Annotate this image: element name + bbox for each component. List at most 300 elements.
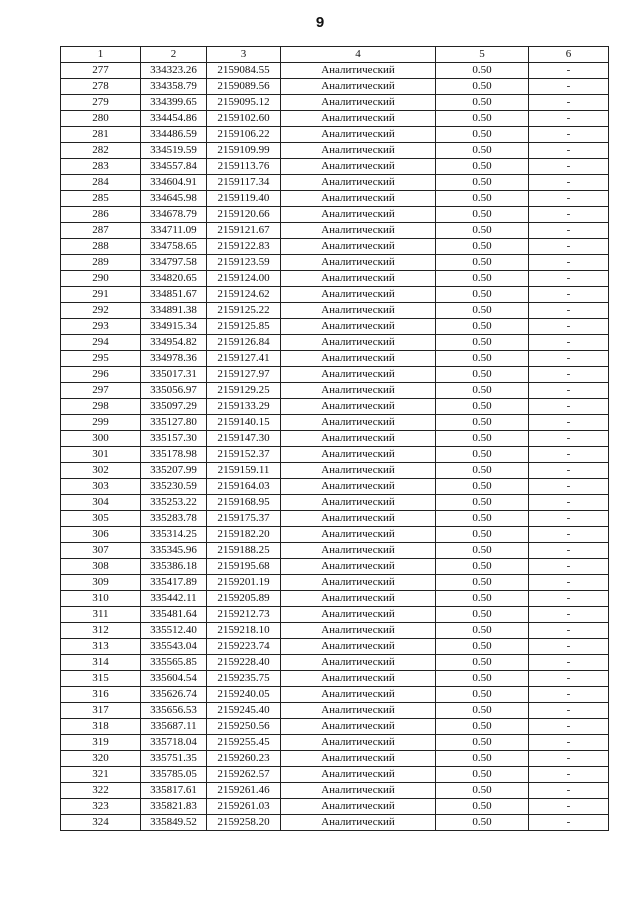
table-row — [61, 767, 609, 783]
note-cell: - — [529, 591, 609, 607]
point-number-cell: 315 — [61, 671, 141, 687]
point-number-cell: 277 — [61, 63, 141, 79]
point-number-cell: 308 — [61, 559, 141, 575]
y-coordinate-cell: 2159127.41 — [207, 351, 281, 367]
y-coordinate-cell: 2159133.29 — [207, 399, 281, 415]
table-row — [61, 415, 609, 431]
method-cell: Аналитический — [281, 767, 436, 783]
accuracy-cell: 0.50 — [436, 687, 529, 703]
x-coordinate-cell: 335017.31 — [141, 367, 207, 383]
y-coordinate-cell: 2159201.19 — [207, 575, 281, 591]
method-cell: Аналитический — [281, 575, 436, 591]
y-coordinate-cell: 2159102.60 — [207, 111, 281, 127]
method-cell: Аналитический — [281, 319, 436, 335]
method-cell: Аналитический — [281, 543, 436, 559]
point-number-cell: 282 — [61, 143, 141, 159]
accuracy-cell: 0.50 — [436, 143, 529, 159]
method-cell: Аналитический — [281, 111, 436, 127]
note-cell: - — [529, 143, 609, 159]
note-cell: - — [529, 607, 609, 623]
x-coordinate-cell: 335283.78 — [141, 511, 207, 527]
y-coordinate-cell: 2159120.66 — [207, 207, 281, 223]
y-coordinate-cell: 2159261.46 — [207, 783, 281, 799]
note-cell: - — [529, 767, 609, 783]
y-coordinate-cell: 2159129.25 — [207, 383, 281, 399]
y-coordinate-cell: 2159240.05 — [207, 687, 281, 703]
note-cell: - — [529, 687, 609, 703]
accuracy-cell: 0.50 — [436, 767, 529, 783]
point-number-cell: 324 — [61, 815, 141, 831]
y-coordinate-cell: 2159121.67 — [207, 223, 281, 239]
point-number-cell: 316 — [61, 687, 141, 703]
accuracy-cell: 0.50 — [436, 623, 529, 639]
point-number-cell: 288 — [61, 239, 141, 255]
point-number-cell: 307 — [61, 543, 141, 559]
method-cell: Аналитический — [281, 255, 436, 271]
accuracy-cell: 0.50 — [436, 303, 529, 319]
accuracy-cell: 0.50 — [436, 287, 529, 303]
table-row — [61, 63, 609, 79]
method-cell: Аналитический — [281, 63, 436, 79]
accuracy-cell: 0.50 — [436, 671, 529, 687]
y-coordinate-cell: 2159084.55 — [207, 63, 281, 79]
table-row — [61, 527, 609, 543]
note-cell: - — [529, 383, 609, 399]
x-coordinate-cell: 335817.61 — [141, 783, 207, 799]
accuracy-cell: 0.50 — [436, 479, 529, 495]
point-number-cell: 309 — [61, 575, 141, 591]
y-coordinate-cell: 2159228.40 — [207, 655, 281, 671]
table-row — [61, 383, 609, 399]
accuracy-cell: 0.50 — [436, 527, 529, 543]
table-row — [61, 799, 609, 815]
accuracy-cell: 0.50 — [436, 655, 529, 671]
table-row — [61, 623, 609, 639]
y-coordinate-cell: 2159126.84 — [207, 335, 281, 351]
method-cell: Аналитический — [281, 607, 436, 623]
note-cell: - — [529, 495, 609, 511]
y-coordinate-cell: 2159168.95 — [207, 495, 281, 511]
method-cell: Аналитический — [281, 719, 436, 735]
column-header-6: 6 — [529, 47, 609, 63]
note-cell: - — [529, 303, 609, 319]
method-cell: Аналитический — [281, 175, 436, 191]
accuracy-cell: 0.50 — [436, 271, 529, 287]
y-coordinate-cell: 2159235.75 — [207, 671, 281, 687]
note-cell: - — [529, 159, 609, 175]
note-cell: - — [529, 415, 609, 431]
method-cell: Аналитический — [281, 143, 436, 159]
x-coordinate-cell: 335417.89 — [141, 575, 207, 591]
table-row — [61, 207, 609, 223]
note-cell: - — [529, 463, 609, 479]
point-number-cell: 278 — [61, 79, 141, 95]
method-cell: Аналитический — [281, 383, 436, 399]
method-cell: Аналитический — [281, 95, 436, 111]
x-coordinate-cell: 334486.59 — [141, 127, 207, 143]
point-number-cell: 291 — [61, 287, 141, 303]
table-row — [61, 735, 609, 751]
note-cell: - — [529, 639, 609, 655]
x-coordinate-cell: 334323.26 — [141, 63, 207, 79]
x-coordinate-cell: 335687.11 — [141, 719, 207, 735]
point-number-cell: 299 — [61, 415, 141, 431]
note-cell: - — [529, 479, 609, 495]
accuracy-cell: 0.50 — [436, 223, 529, 239]
accuracy-cell: 0.50 — [436, 495, 529, 511]
point-number-cell: 297 — [61, 383, 141, 399]
y-coordinate-cell: 2159140.15 — [207, 415, 281, 431]
x-coordinate-cell: 334758.65 — [141, 239, 207, 255]
point-number-cell: 321 — [61, 767, 141, 783]
note-cell: - — [529, 367, 609, 383]
x-coordinate-cell: 335718.04 — [141, 735, 207, 751]
accuracy-cell: 0.50 — [436, 735, 529, 751]
y-coordinate-cell: 2159113.76 — [207, 159, 281, 175]
note-cell: - — [529, 527, 609, 543]
x-coordinate-cell: 334557.84 — [141, 159, 207, 175]
accuracy-cell: 0.50 — [436, 751, 529, 767]
x-coordinate-cell: 334954.82 — [141, 335, 207, 351]
point-number-cell: 300 — [61, 431, 141, 447]
point-number-cell: 285 — [61, 191, 141, 207]
note-cell: - — [529, 655, 609, 671]
note-cell: - — [529, 703, 609, 719]
method-cell: Аналитический — [281, 511, 436, 527]
method-cell: Аналитический — [281, 223, 436, 239]
y-coordinate-cell: 2159182.20 — [207, 527, 281, 543]
method-cell: Аналитический — [281, 431, 436, 447]
point-number-cell: 313 — [61, 639, 141, 655]
method-cell: Аналитический — [281, 703, 436, 719]
note-cell: - — [529, 559, 609, 575]
y-coordinate-cell: 2159258.20 — [207, 815, 281, 831]
note-cell: - — [529, 735, 609, 751]
point-number-cell: 322 — [61, 783, 141, 799]
y-coordinate-cell: 2159125.22 — [207, 303, 281, 319]
accuracy-cell: 0.50 — [436, 319, 529, 335]
point-number-cell: 310 — [61, 591, 141, 607]
method-cell: Аналитический — [281, 271, 436, 287]
note-cell: - — [529, 335, 609, 351]
method-cell: Аналитический — [281, 671, 436, 687]
method-cell: Аналитический — [281, 367, 436, 383]
method-cell: Аналитический — [281, 287, 436, 303]
table-row — [61, 191, 609, 207]
note-cell: - — [529, 799, 609, 815]
method-cell: Аналитический — [281, 191, 436, 207]
method-cell: Аналитический — [281, 159, 436, 175]
table-row — [61, 351, 609, 367]
x-coordinate-cell: 335230.59 — [141, 479, 207, 495]
note-cell: - — [529, 191, 609, 207]
x-coordinate-cell: 335785.05 — [141, 767, 207, 783]
note-cell: - — [529, 63, 609, 79]
method-cell: Аналитический — [281, 79, 436, 95]
y-coordinate-cell: 2159147.30 — [207, 431, 281, 447]
method-cell: Аналитический — [281, 495, 436, 511]
note-cell: - — [529, 719, 609, 735]
x-coordinate-cell: 334820.65 — [141, 271, 207, 287]
accuracy-cell: 0.50 — [436, 431, 529, 447]
y-coordinate-cell: 2159260.23 — [207, 751, 281, 767]
table-body — [61, 63, 609, 831]
x-coordinate-cell: 335543.04 — [141, 639, 207, 655]
table-row — [61, 319, 609, 335]
table-row — [61, 607, 609, 623]
method-cell: Аналитический — [281, 463, 436, 479]
method-cell: Аналитический — [281, 399, 436, 415]
y-coordinate-cell: 2159223.74 — [207, 639, 281, 655]
note-cell: - — [529, 271, 609, 287]
y-coordinate-cell: 2159164.03 — [207, 479, 281, 495]
accuracy-cell: 0.50 — [436, 815, 529, 831]
accuracy-cell: 0.50 — [436, 111, 529, 127]
x-coordinate-cell: 335127.80 — [141, 415, 207, 431]
accuracy-cell: 0.50 — [436, 399, 529, 415]
method-cell: Аналитический — [281, 127, 436, 143]
accuracy-cell: 0.50 — [436, 799, 529, 815]
y-coordinate-cell: 2159159.11 — [207, 463, 281, 479]
table-row — [61, 175, 609, 191]
note-cell: - — [529, 95, 609, 111]
table-row — [61, 495, 609, 511]
table-row — [61, 431, 609, 447]
point-number-cell: 319 — [61, 735, 141, 751]
note-cell: - — [529, 223, 609, 239]
accuracy-cell: 0.50 — [436, 559, 529, 575]
y-coordinate-cell: 2159117.34 — [207, 175, 281, 191]
x-coordinate-cell: 334399.65 — [141, 95, 207, 111]
x-coordinate-cell: 335056.97 — [141, 383, 207, 399]
point-number-cell: 292 — [61, 303, 141, 319]
table-header-row — [61, 47, 609, 63]
x-coordinate-cell: 334454.86 — [141, 111, 207, 127]
x-coordinate-cell: 335253.22 — [141, 495, 207, 511]
y-coordinate-cell: 2159262.57 — [207, 767, 281, 783]
table-row — [61, 815, 609, 831]
table-row — [61, 367, 609, 383]
x-coordinate-cell: 334851.67 — [141, 287, 207, 303]
accuracy-cell: 0.50 — [436, 591, 529, 607]
accuracy-cell: 0.50 — [436, 367, 529, 383]
accuracy-cell: 0.50 — [436, 783, 529, 799]
y-coordinate-cell: 2159089.56 — [207, 79, 281, 95]
note-cell: - — [529, 783, 609, 799]
table-row — [61, 447, 609, 463]
page-number: 9 — [315, 14, 325, 31]
note-cell: - — [529, 319, 609, 335]
method-cell: Аналитический — [281, 479, 436, 495]
method-cell: Аналитический — [281, 623, 436, 639]
column-header-4: 4 — [281, 47, 436, 63]
table-row — [61, 335, 609, 351]
method-cell: Аналитический — [281, 447, 436, 463]
y-coordinate-cell: 2159152.37 — [207, 447, 281, 463]
table-row — [61, 271, 609, 287]
point-number-cell: 305 — [61, 511, 141, 527]
note-cell: - — [529, 287, 609, 303]
accuracy-cell: 0.50 — [436, 415, 529, 431]
column-header-2: 2 — [141, 47, 207, 63]
method-cell: Аналитический — [281, 351, 436, 367]
point-number-cell: 284 — [61, 175, 141, 191]
point-number-cell: 301 — [61, 447, 141, 463]
accuracy-cell: 0.50 — [436, 639, 529, 655]
y-coordinate-cell: 2159122.83 — [207, 239, 281, 255]
x-coordinate-cell: 335442.11 — [141, 591, 207, 607]
table-row — [61, 111, 609, 127]
accuracy-cell: 0.50 — [436, 79, 529, 95]
note-cell: - — [529, 431, 609, 447]
y-coordinate-cell: 2159124.62 — [207, 287, 281, 303]
note-cell: - — [529, 623, 609, 639]
accuracy-cell: 0.50 — [436, 719, 529, 735]
table-row — [61, 255, 609, 271]
note-cell: - — [529, 511, 609, 527]
y-coordinate-cell: 2159125.85 — [207, 319, 281, 335]
method-cell: Аналитический — [281, 527, 436, 543]
table-row — [61, 783, 609, 799]
table-row — [61, 703, 609, 719]
note-cell: - — [529, 751, 609, 767]
y-coordinate-cell: 2159261.03 — [207, 799, 281, 815]
y-coordinate-cell: 2159250.56 — [207, 719, 281, 735]
x-coordinate-cell: 334978.36 — [141, 351, 207, 367]
point-number-cell: 317 — [61, 703, 141, 719]
point-number-cell: 298 — [61, 399, 141, 415]
point-number-cell: 293 — [61, 319, 141, 335]
accuracy-cell: 0.50 — [436, 191, 529, 207]
table-row — [61, 159, 609, 175]
table-row — [61, 143, 609, 159]
table-row — [61, 511, 609, 527]
point-number-cell: 303 — [61, 479, 141, 495]
y-coordinate-cell: 2159175.37 — [207, 511, 281, 527]
method-cell: Аналитический — [281, 303, 436, 319]
y-coordinate-cell: 2159188.25 — [207, 543, 281, 559]
method-cell: Аналитический — [281, 415, 436, 431]
method-cell: Аналитический — [281, 735, 436, 751]
x-coordinate-cell: 335097.29 — [141, 399, 207, 415]
table-row — [61, 543, 609, 559]
table-row — [61, 479, 609, 495]
method-cell: Аналитический — [281, 559, 436, 575]
table-row — [61, 223, 609, 239]
column-header-3: 3 — [207, 47, 281, 63]
table-row — [61, 463, 609, 479]
accuracy-cell: 0.50 — [436, 543, 529, 559]
point-number-cell: 289 — [61, 255, 141, 271]
y-coordinate-cell: 2159205.89 — [207, 591, 281, 607]
x-coordinate-cell: 335565.85 — [141, 655, 207, 671]
method-cell: Аналитический — [281, 335, 436, 351]
x-coordinate-cell: 334358.79 — [141, 79, 207, 95]
accuracy-cell: 0.50 — [436, 447, 529, 463]
method-cell: Аналитический — [281, 655, 436, 671]
table-row — [61, 303, 609, 319]
point-number-cell: 294 — [61, 335, 141, 351]
method-cell: Аналитический — [281, 239, 436, 255]
table-row — [61, 687, 609, 703]
x-coordinate-cell: 335314.25 — [141, 527, 207, 543]
column-header-5: 5 — [436, 47, 529, 63]
table-row — [61, 239, 609, 255]
method-cell: Аналитический — [281, 591, 436, 607]
table-row — [61, 287, 609, 303]
y-coordinate-cell: 2159119.40 — [207, 191, 281, 207]
x-coordinate-cell: 334891.38 — [141, 303, 207, 319]
accuracy-cell: 0.50 — [436, 335, 529, 351]
table-row — [61, 639, 609, 655]
accuracy-cell: 0.50 — [436, 383, 529, 399]
y-coordinate-cell: 2159095.12 — [207, 95, 281, 111]
point-number-cell: 311 — [61, 607, 141, 623]
accuracy-cell: 0.50 — [436, 63, 529, 79]
point-number-cell: 318 — [61, 719, 141, 735]
table-row — [61, 95, 609, 111]
point-number-cell: 290 — [61, 271, 141, 287]
accuracy-cell: 0.50 — [436, 127, 529, 143]
x-coordinate-cell: 335345.96 — [141, 543, 207, 559]
x-coordinate-cell: 335821.83 — [141, 799, 207, 815]
y-coordinate-cell: 2159106.22 — [207, 127, 281, 143]
x-coordinate-cell: 334604.91 — [141, 175, 207, 191]
note-cell: - — [529, 815, 609, 831]
accuracy-cell: 0.50 — [436, 511, 529, 527]
note-cell: - — [529, 575, 609, 591]
x-coordinate-cell: 335207.99 — [141, 463, 207, 479]
method-cell: Аналитический — [281, 783, 436, 799]
note-cell: - — [529, 207, 609, 223]
point-number-cell: 302 — [61, 463, 141, 479]
coordinates-table — [60, 46, 609, 831]
x-coordinate-cell: 335751.35 — [141, 751, 207, 767]
method-cell: Аналитический — [281, 815, 436, 831]
accuracy-cell: 0.50 — [436, 95, 529, 111]
point-number-cell: 312 — [61, 623, 141, 639]
x-coordinate-cell: 334915.34 — [141, 319, 207, 335]
note-cell: - — [529, 447, 609, 463]
table-row — [61, 559, 609, 575]
point-number-cell: 279 — [61, 95, 141, 111]
method-cell: Аналитический — [281, 639, 436, 655]
table-row — [61, 591, 609, 607]
x-coordinate-cell: 334678.79 — [141, 207, 207, 223]
y-coordinate-cell: 2159245.40 — [207, 703, 281, 719]
y-coordinate-cell: 2159255.45 — [207, 735, 281, 751]
x-coordinate-cell: 335626.74 — [141, 687, 207, 703]
y-coordinate-cell: 2159123.59 — [207, 255, 281, 271]
note-cell: - — [529, 239, 609, 255]
point-number-cell: 295 — [61, 351, 141, 367]
point-number-cell: 304 — [61, 495, 141, 511]
point-number-cell: 296 — [61, 367, 141, 383]
point-number-cell: 323 — [61, 799, 141, 815]
x-coordinate-cell: 335604.54 — [141, 671, 207, 687]
point-number-cell: 280 — [61, 111, 141, 127]
x-coordinate-cell: 335157.30 — [141, 431, 207, 447]
table-row — [61, 127, 609, 143]
accuracy-cell: 0.50 — [436, 255, 529, 271]
x-coordinate-cell: 334711.09 — [141, 223, 207, 239]
point-number-cell: 287 — [61, 223, 141, 239]
note-cell: - — [529, 399, 609, 415]
x-coordinate-cell: 334519.59 — [141, 143, 207, 159]
table-row — [61, 655, 609, 671]
note-cell: - — [529, 351, 609, 367]
column-header-1: 1 — [61, 47, 141, 63]
